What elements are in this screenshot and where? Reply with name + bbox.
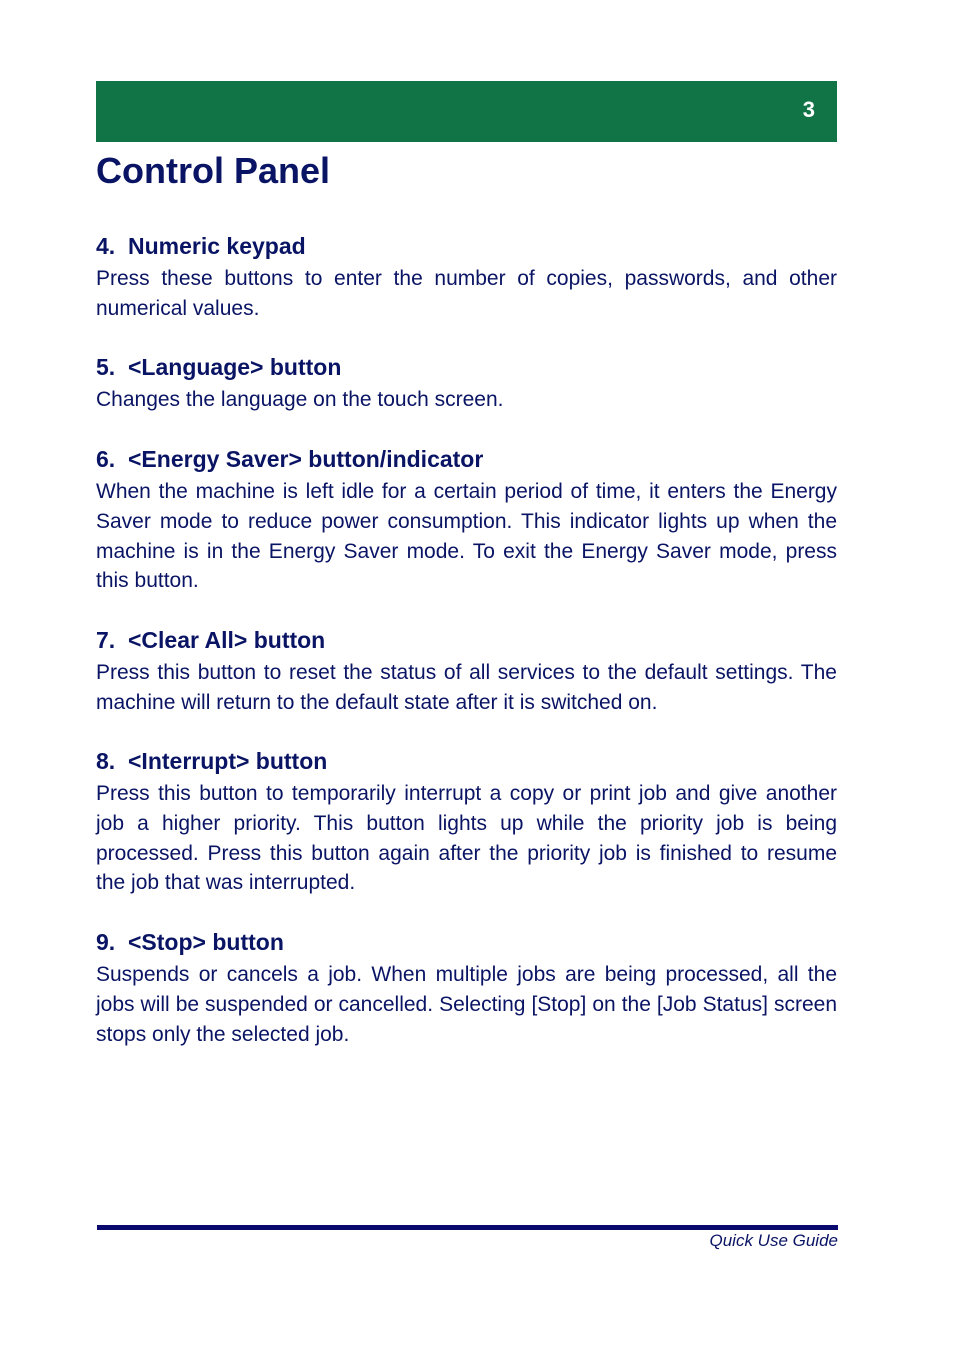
section-number: 5.: [96, 354, 116, 381]
section-interrupt: [96, 746, 837, 898]
section-number: 7.: [96, 626, 116, 653]
section-numeric-keypad: [96, 231, 837, 323]
section-heading-text: <Language> button: [128, 354, 342, 381]
section-body: When the machine is left idle for a certain period of time, it enters the Energy Saver mode to reduce power consumption. This indicator lights up when the machine is in the Energy Saver mode. To exit the Energy Saver mode, press this button.: [96, 480, 837, 593]
section-heading: [96, 231, 837, 261]
section-heading: [96, 625, 837, 655]
section-stop: [96, 927, 837, 1049]
section-heading: [96, 352, 837, 382]
page-number: 3: [802, 97, 815, 122]
section-heading: [96, 746, 837, 776]
section-number: 9.: [96, 929, 116, 956]
section-language-button: [96, 352, 837, 415]
footer-text: Quick Use Guide: [709, 1231, 838, 1250]
section-heading-text: <Stop> button: [128, 929, 284, 956]
section-number: 8.: [96, 748, 116, 775]
section-body: Suspends or cancels a job. When multiple jobs are being processed, all the jobs will be suspended or cancelled. Selecting [Stop] on the [Job Status] screen stops only the selected job.: [96, 963, 837, 1046]
section-heading: [96, 927, 837, 957]
section-heading-text: Numeric keypad: [128, 233, 306, 259]
content: [96, 231, 837, 1078]
section-heading-text: <Interrupt> button: [128, 748, 328, 775]
section-body: Press this button to temporarily interrupt a copy or print job and give another job a higher priority. This button lights up while the priority job is being processed. Press this button again after the priority job is finished to resume the job that was interrupted.: [96, 782, 837, 895]
section-number: 6.: [96, 446, 116, 473]
page-title: Control Panel: [96, 150, 331, 191]
header-bar: [96, 81, 837, 142]
section-heading-text: <Clear All> button: [128, 626, 326, 653]
section-body: Press these buttons to enter the number of copies, passwords, and other numerical values.: [96, 267, 837, 320]
section-heading: [96, 444, 837, 474]
section-body: Press this button to reset the status of all services to the default settings. The machine will return to the default state after it is switched on.: [96, 660, 837, 714]
section-energy-saver: [96, 444, 837, 596]
section-body: Changes the language on the touch screen.: [96, 388, 504, 412]
section-heading-text: <Energy Saver> button/indicator: [128, 446, 484, 473]
section-clear-all: [96, 625, 837, 717]
section-number: 4.: [96, 233, 116, 259]
